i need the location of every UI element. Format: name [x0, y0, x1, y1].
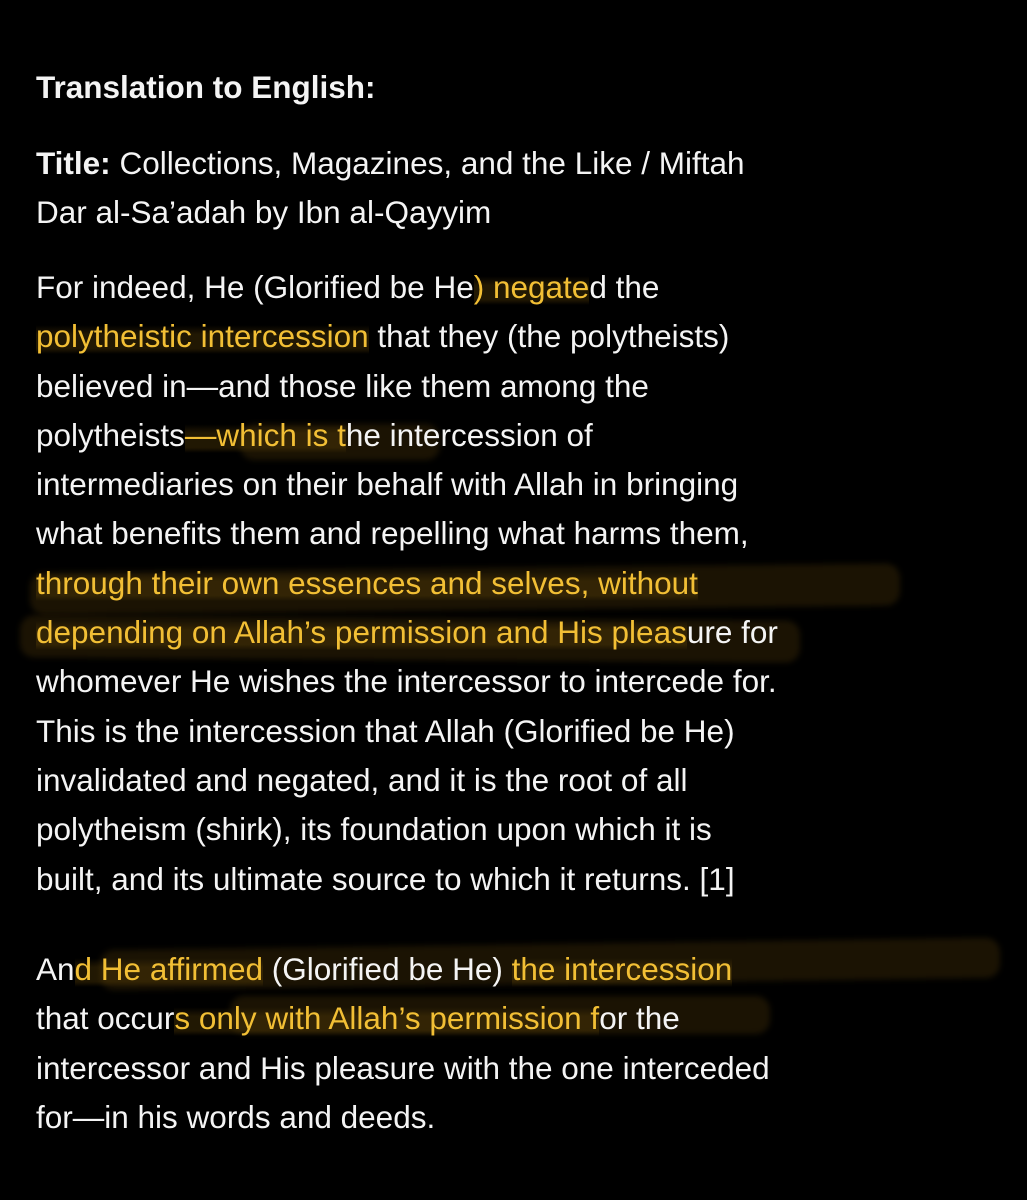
- text-run: or the: [599, 1000, 680, 1037]
- document-heading: Translation to English:: [36, 69, 376, 105]
- text-line: [36, 263, 996, 312]
- text-line: believed in—and those like them among the: [36, 367, 649, 404]
- highlighted-text: polytheistic intercession: [36, 318, 369, 355]
- text-run: polytheists: [36, 416, 185, 453]
- highlighted-text: through their own essences and selves, without: [36, 564, 698, 601]
- body-paragraph-1: [36, 263, 996, 904]
- title-line: [36, 139, 996, 188]
- text-run: (Glorified be He): [263, 951, 512, 987]
- text-run: ure for: [686, 614, 778, 651]
- text-line: [36, 312, 996, 361]
- text-line: [36, 945, 996, 994]
- highlighted-text: ) negate: [473, 269, 590, 305]
- text-run: An: [36, 951, 75, 987]
- highlighted-text: the intercession: [511, 951, 733, 987]
- text-run: that occur: [36, 1000, 175, 1037]
- text-line: [36, 411, 996, 460]
- text-run: For indeed, He (Glorified be He: [36, 269, 474, 305]
- text-line: invalidated and negated, and it is the root of all: [36, 761, 688, 798]
- text-line: built, and its ultimate source to which it returns. [1]: [36, 860, 735, 897]
- text-line: for—in his words and deeds.: [36, 1098, 436, 1135]
- text-line: intercessor and His pleasure with the one interceded: [36, 1049, 770, 1086]
- text-run: d the: [589, 269, 660, 305]
- title-label: Title:: [36, 145, 111, 181]
- text-line: whomever He wishes the intercessor to intercede for.: [36, 663, 777, 700]
- body-paragraph-2: [36, 945, 996, 1142]
- text-line: what benefits them and repelling what harms them,: [36, 515, 749, 552]
- text-run: he intercession of: [345, 416, 593, 453]
- text-run: that they (the polytheists): [368, 318, 730, 355]
- highlighted-text: depending on Allah’s permission and His pleas: [36, 614, 687, 651]
- highlighted-text: s only with Allah’s permission f: [174, 1000, 600, 1037]
- text-line: [36, 559, 996, 608]
- text-line: [36, 994, 996, 1043]
- highlighted-text: d He affirmed: [74, 951, 264, 987]
- title-paragraph: [36, 139, 996, 238]
- text-line: This is the intercession that Allah (Glorified be He): [36, 712, 735, 749]
- highlighted-text: —which is t: [184, 416, 346, 453]
- title-line: Dar al-Sa’adah by Ibn al-Qayyim: [36, 194, 492, 231]
- text-line: [36, 608, 996, 657]
- text-line: polytheism (shirk), its foundation upon which it is: [36, 811, 712, 848]
- text-line: intermediaries on their behalf with Allah in bringing: [36, 466, 739, 503]
- title-text: Collections, Magazines, and the Like / Miftah: [110, 145, 745, 181]
